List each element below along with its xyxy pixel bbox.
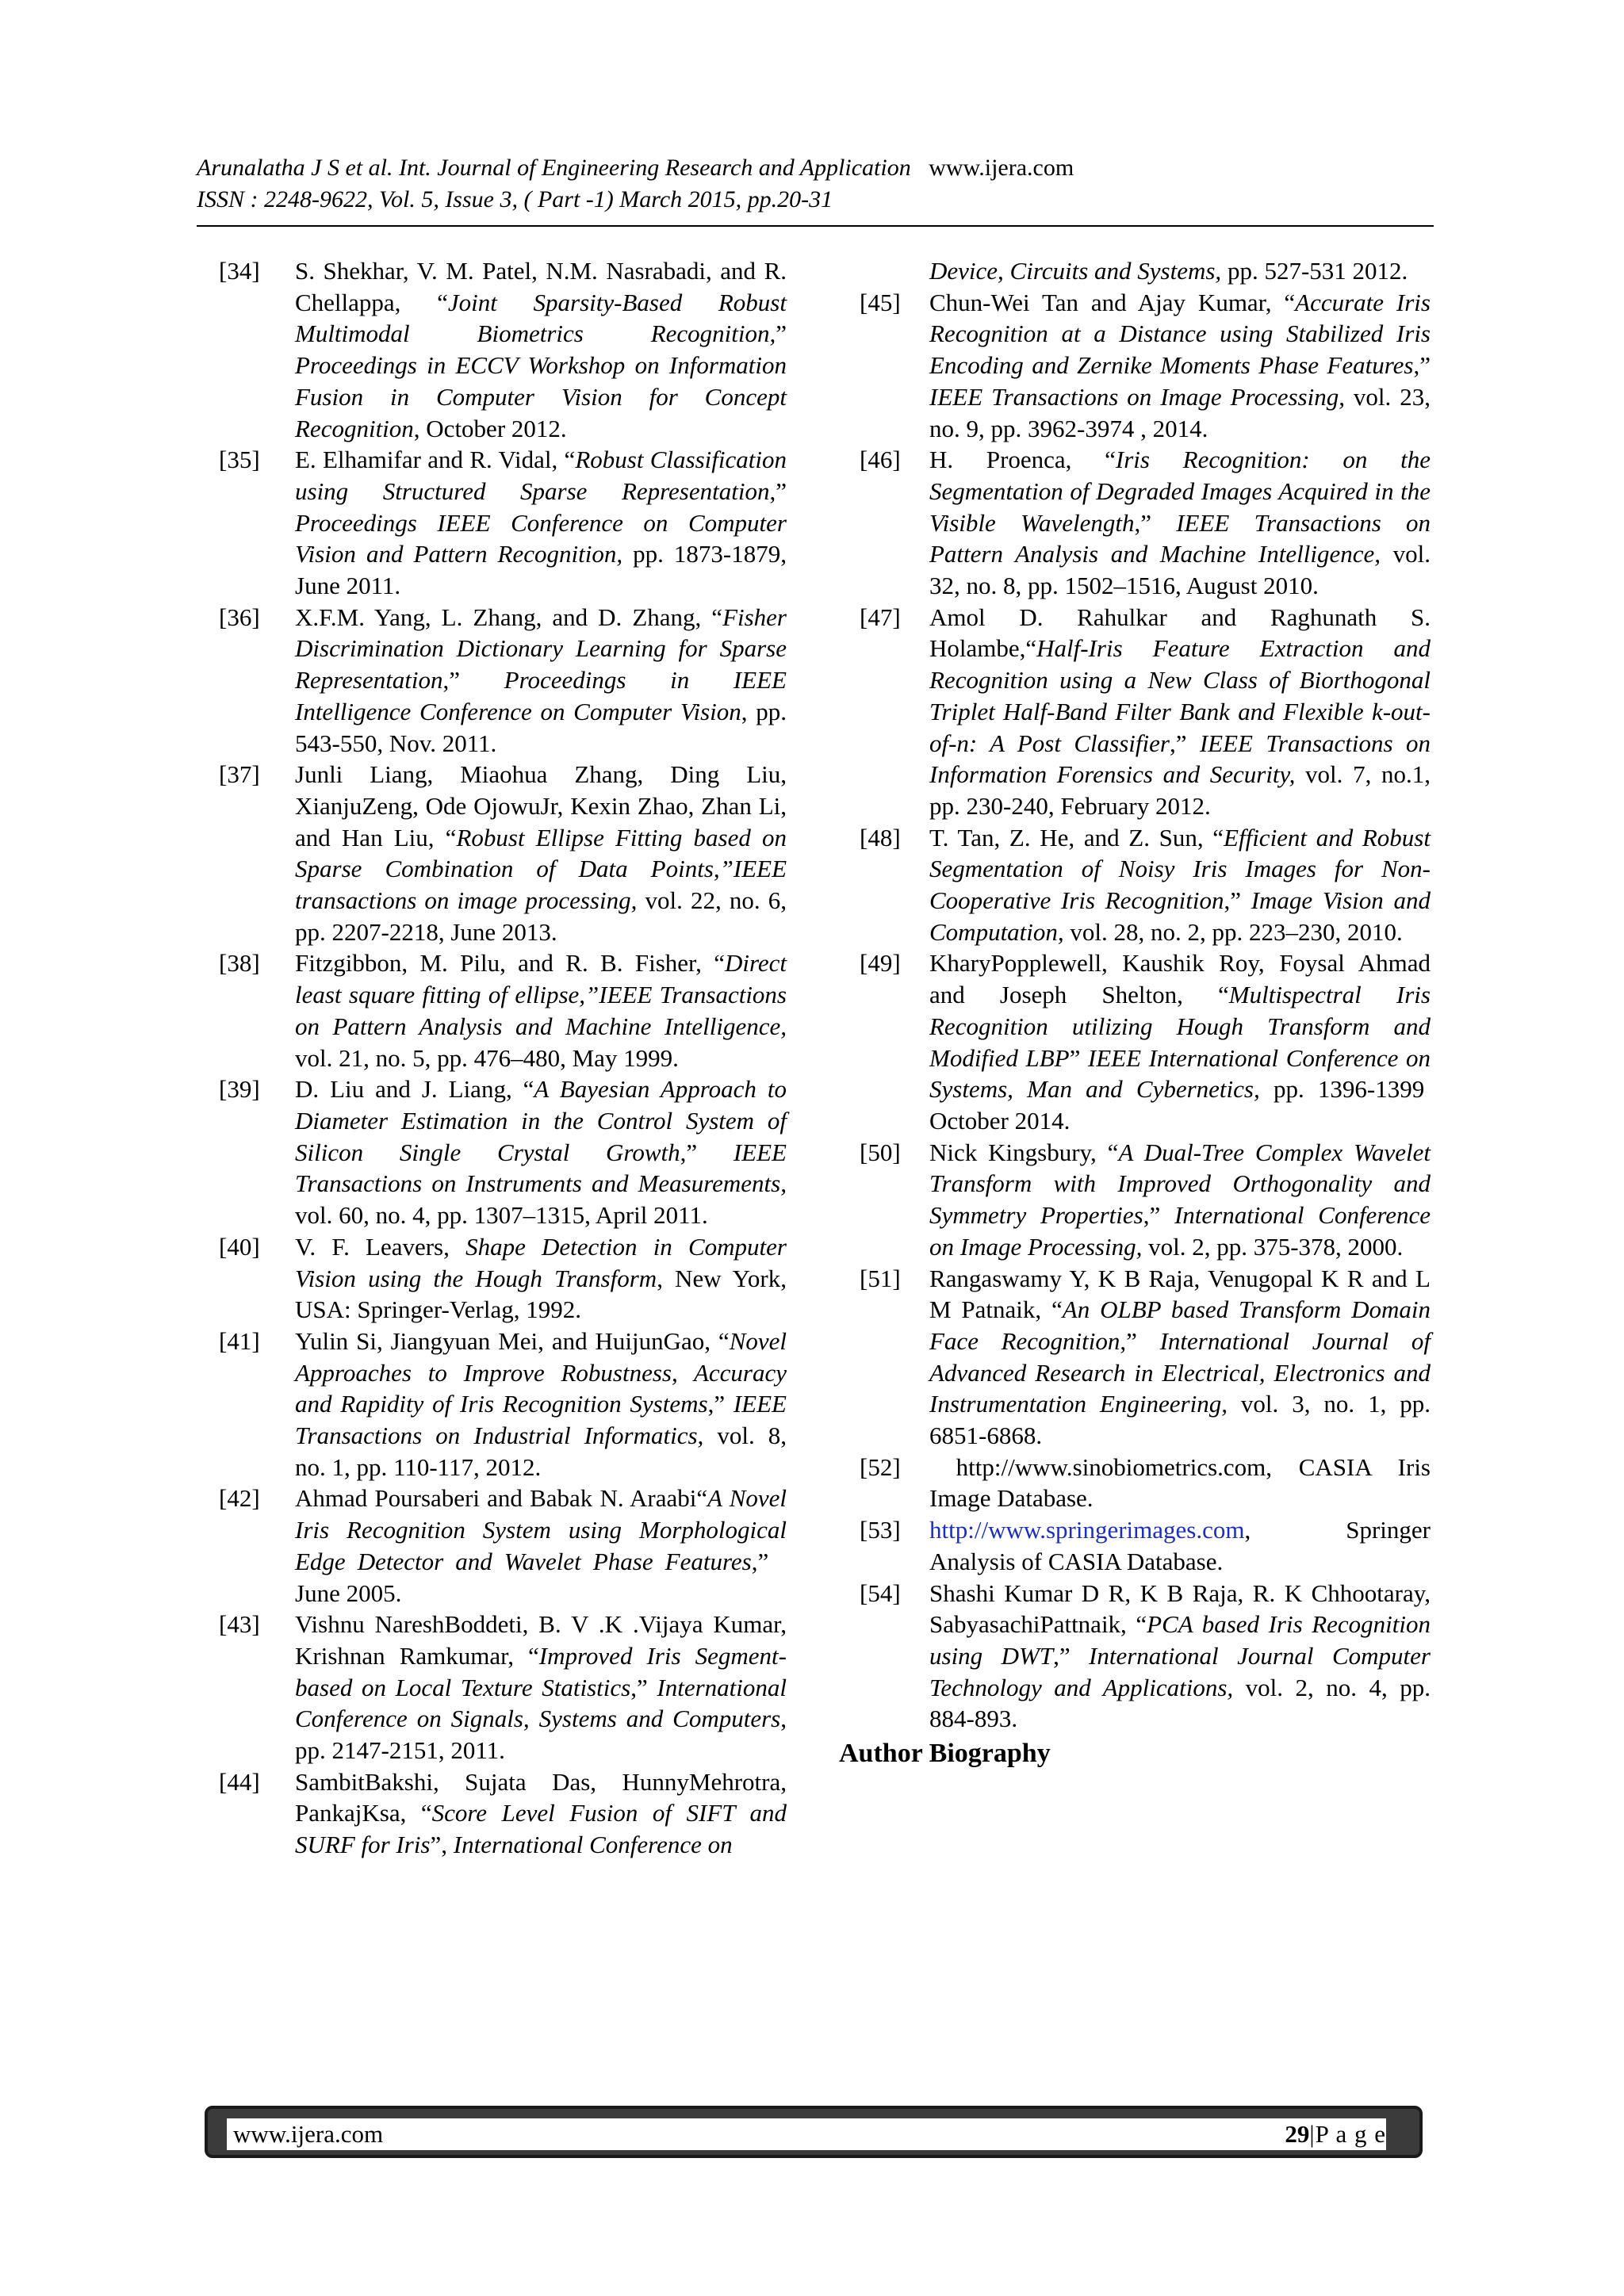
reference-item <box>860 1514 1431 1577</box>
reference-number: [47] <box>860 603 901 631</box>
footer-inner <box>227 2118 1386 2150</box>
reference-text: Chun-Wei Tan and Ajay Kumar, “Accurate Iris Recognition at a Distance using Stabilized Iris Encoding and Zernike Moments Phase Features,” IEEE Transactions on Image Processing, vol. 23, no. 9, pp. 3962-3974 , 2014. <box>929 288 1431 442</box>
reference-text: T. Tan, Z. He, and Z. Sun, “Efficient and Robust Segmentation of Noisy Iris Images for Non-Cooperative Iris Recognition,” Image Vision and Computation, vol. 28, no. 2, pp. 223–230, 2010. <box>929 823 1431 946</box>
issn-line: ISSN : 2248-9622, Vol. 5, Issue 3, ( Part -1) March 2015, pp.20-31 <box>197 186 833 212</box>
page-number <box>1285 2120 1386 2149</box>
reference-text: E. Elhamifar and R. Vidal, “Robust Classification using Structured Sparse Representation,” Proceedings IEEE Conference on Computer Vision and Pattern Recognition, pp. 1873-1879, June 2011. <box>295 446 787 600</box>
reference-item <box>219 1766 787 1861</box>
reference-item <box>219 255 787 444</box>
reference-text: Vishnu NareshBoddeti, B. V .K .Vijaya Kumar, Krishnan Ramkumar, “Improved Iris Segment-based on Local Texture Statistics,” International Conference on Signals, Systems and Computers, pp. 2147-2151, 2011. <box>295 1610 787 1765</box>
reference-number: [43] <box>219 1610 260 1639</box>
header-rule <box>197 225 1434 227</box>
reference-item <box>860 1263 1431 1452</box>
reference-text: http://www.sinobiometrics.com, CASIA Iris Image Database. <box>929 1452 1431 1513</box>
reference-item <box>219 602 787 760</box>
reference-continuation-text: Device, Circuits and Systems, pp. 527-531 2012. <box>929 257 1408 285</box>
left-column <box>219 255 787 1861</box>
page-label: |P a g e <box>1309 2120 1386 2148</box>
header-line-1 <box>197 152 1434 184</box>
reference-item <box>860 444 1431 602</box>
reference-item <box>219 1326 787 1483</box>
reference-item <box>860 947 1431 1136</box>
reference-text: H. Proenca, “Iris Recognition: on the Segmentation of Degraded Images Acquired in the Visible Wavelength,” IEEE Transactions on Pattern Analysis and Machine Intelligence, vol. 32, no. 8, pp. 1502–1516, August 2010. <box>929 446 1431 600</box>
page-number-value: 29 <box>1285 2120 1310 2148</box>
reference-item <box>219 1231 787 1326</box>
reference-number: [39] <box>219 1075 260 1104</box>
reference-number: [52] <box>860 1452 901 1481</box>
reference-text: SambitBakshi, Sujata Das, HunnyMehrotra, PankajKsa, “Score Level Fusion of SIFT and SURF for Iris”, International Conference on <box>295 1767 787 1859</box>
reference-item <box>219 444 787 602</box>
footer-url[interactable]: www.ijera.com <box>233 2120 384 2148</box>
header-line-2 <box>197 184 1434 216</box>
reference-number: [34] <box>219 257 260 285</box>
reference-item <box>860 1578 1431 1735</box>
right-column <box>839 255 1431 1771</box>
reference-item <box>219 947 787 1073</box>
reference-number: [38] <box>219 949 260 978</box>
reference-number: [48] <box>860 823 901 851</box>
reference-number: [46] <box>860 446 901 474</box>
reference-text: Rangaswamy Y, K B Raja, Venugopal K R and L M Patnaik, “An OLBP based Transform Domain Face Recognition,” International Journal of Advanced Research in Electrical, Electronics and Instrumentation Engineering, vol. 3, no. 1, pp. 6851-6868. <box>929 1264 1431 1450</box>
reference-text: Yulin Si, Jiangyuan Mei, and HuijunGao, “Novel Approaches to Improve Robustness, Accuracy and Rapidity of Iris Recognition Systems,” IEEE Transactions on Industrial Informatics, vol. 8, no. 1, pp. 110-117, 2012. <box>295 1326 787 1481</box>
reference-text: Ahmad Poursaberi and Babak N. Araabi“A Novel Iris Recognition System using Morphological Edge Detector and Wavelet Phase Features,” June 2005. <box>295 1484 787 1607</box>
reference-number: [40] <box>219 1232 260 1261</box>
reference-item <box>219 1609 787 1766</box>
reference-text: Junli Liang, Miaohua Zhang, Ding Liu, XianjuZeng, Ode OjowuJr, Kexin Zhao, Zhan Li, and Han Liu, “Robust Ellipse Fitting based on Sparse Combination of Data Points,”IEEE transactions on image processing, vol. 22, no. 6, pp. 2207-2218, June 2013. <box>295 760 787 946</box>
reference-text: Shashi Kumar D R, K B Raja, R. K Chhootaray, SabyasachiPattnaik, “PCA based Iris Recognition using DWT,” International Journal Computer Technology and Applications, vol. 2, no. 4, pp. 884-893. <box>929 1578 1431 1733</box>
reference-item <box>219 1483 787 1609</box>
journal-url[interactable]: www.ijera.com <box>929 155 1074 181</box>
reference-item <box>860 1137 1431 1263</box>
reference-number: [44] <box>219 1767 260 1796</box>
reference-number: [53] <box>860 1516 901 1544</box>
reference-number: [49] <box>860 949 901 978</box>
section-title-author-biography: Author Biography <box>839 1739 1051 1769</box>
reference-text: Amol D. Rahulkar and Raghunath S. Holambe,“Half-Iris Feature Extraction and Recognition using a New Class of Biorthogonal Triplet Half-Band Filter Bank and Flexible k-out-of-n: A Post Classifier,” IEEE Transactions on Information Forensics and Security, vol. 7, no.1, pp. 230-240, February 2012. <box>929 603 1431 820</box>
reference-item <box>860 287 1431 445</box>
reference-item <box>860 822 1431 948</box>
reference-item <box>219 759 787 947</box>
reference-item <box>860 602 1431 822</box>
reference-item <box>860 1452 1431 1514</box>
journal-citation: Arunalatha J S et al. Int. Journal of Engineering Research and Application <box>197 155 911 181</box>
reference-number: [36] <box>219 603 260 631</box>
reference-number: [50] <box>860 1138 901 1166</box>
reference-text: D. Liu and J. Liang, “A Bayesian Approach to Diameter Estimation in the Control System of Silicon Single Crystal Growth,” IEEE Transactions on Instruments and Measurements, vol. 60, no. 4, pp. 1307–1315, April 2011. <box>295 1075 787 1230</box>
reference-text: Nick Kingsbury, “A Dual-Tree Complex Wavelet Transform with Improved Orthogonality and Symmetry Properties,” International Conference on Image Processing, vol. 2, pp. 375-378, 2000. <box>929 1138 1431 1261</box>
reference-text: Fitzgibbon, M. Pilu, and R. B. Fisher, “Direct least square fitting of ellipse,”IEEE Transactions on Pattern Analysis and Machine Intelligence, vol. 21, no. 5, pp. 476–480, May 1999. <box>295 949 787 1072</box>
reference-item <box>219 1073 787 1231</box>
page-footer <box>205 2106 1423 2158</box>
reference-text: S. Shekhar, V. M. Patel, N.M. Nasrabadi, and R. Chellappa, “Joint Sparsity-Based Robust Multimodal Biometrics Recognition,” Proceedings in ECCV Workshop on Information Fusion in Computer Vision for Concept Recognition, October 2012. <box>295 257 787 442</box>
reference-text: KharyPopplewell, Kaushik Roy, Foysal Ahmad and Joseph Shelton, “Multispectral Iris Recognition utilizing Hough Transform and Modified LBP” IEEE International Conference on Systems, Man and Cybernetics, pp. 1396-1399 October 2014. <box>929 949 1431 1135</box>
reference-text: V. F. Leavers, Shape Detection in Computer Vision using the Hough Transform, New York, USA: Springer-Verlag, 1992. <box>295 1232 787 1324</box>
reference-text: X.F.M. Yang, L. Zhang, and D. Zhang, “Fisher Discrimination Dictionary Learning for Sparse Representation,” Proceedings in IEEE Intelligence Conference on Computer Vision, pp. 543-550, Nov. 2011. <box>295 603 787 757</box>
reference-number: [51] <box>860 1264 901 1292</box>
running-header <box>197 152 1434 216</box>
reference-continuation <box>860 255 1431 287</box>
reference-text: http://www.springerimages.com, Springer Analysis of CASIA Database. <box>929 1516 1431 1575</box>
reference-number: [35] <box>219 446 260 474</box>
reference-number: [37] <box>219 760 260 789</box>
reference-number: [42] <box>219 1484 260 1513</box>
reference-number: [45] <box>860 288 901 316</box>
reference-number: [54] <box>860 1578 901 1607</box>
reference-number: [41] <box>219 1326 260 1355</box>
